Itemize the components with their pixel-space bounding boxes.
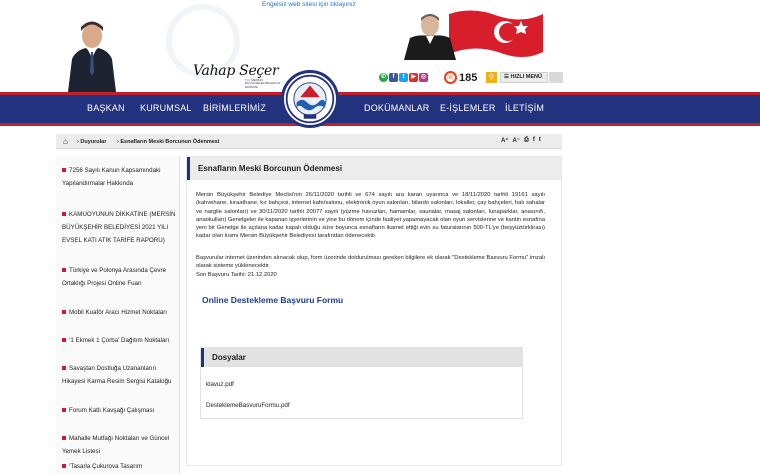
deadline-text: Son Başvuru Tarihi: 21.12.2020: [196, 271, 277, 278]
bullet-icon: [62, 212, 66, 216]
share-facebook-icon[interactable]: f: [532, 137, 535, 143]
ataturk-portrait: [400, 8, 458, 60]
breadcrumb-level-1-label: Duyurular: [80, 139, 107, 145]
font-decrease-icon[interactable]: A⁻: [512, 138, 520, 144]
sidebar-item-label: KAMUOYUNUN DİKKATİNE (MERSİN BÜYÜKŞEHİR BELEDİYESİ 2021 YILI EVSEL KATI ATIK TARİFE RAPORU): [62, 211, 176, 244]
bullet-icon: [62, 366, 66, 370]
bullet-icon: [62, 436, 66, 440]
phone-icon: ☏: [444, 71, 457, 84]
twitter-icon[interactable]: t: [399, 73, 408, 82]
sidebar-item[interactable]: [62, 460, 178, 473]
files-heading: Dosyalar: [201, 348, 522, 367]
nav-iletisim[interactable]: İLETİŞİM: [505, 103, 545, 113]
sidebar-item[interactable]: [62, 362, 178, 388]
social-links: [379, 73, 428, 82]
sidebar-item-label: ‘1 Ekmek 1 Çorba’ Dağıtım Noktaları: [69, 337, 170, 344]
signature-subtitle: T.C. MERSİN BÜYÜKŞEHİR BELEDİYE BAŞKANI: [245, 78, 281, 89]
nav-birimlerimiz[interactable]: BİRİMLERİMİZ: [203, 103, 266, 113]
mayor-signature: Vahap Seçer: [193, 63, 279, 79]
bullet-icon: [62, 338, 66, 342]
bullet-icon: [62, 168, 66, 172]
whatsapp-icon[interactable]: ✆: [380, 74, 387, 80]
files-box: [200, 347, 523, 419]
sidebar-item[interactable]: [62, 432, 178, 458]
instagram-icon[interactable]: ◎: [420, 74, 427, 80]
sidebar-item-label: ‘Tasarla Çukurova Tasarım: [69, 463, 143, 470]
nav-dokumanlar[interactable]: DOKÜMANLAR: [364, 103, 430, 113]
bullet-icon: [62, 310, 66, 314]
announcement-paragraph-1: Mersin Büyükşehir Belediye Meclisi'nin 26/11/2020 tarihli ve 674 sayılı ara kararı uyarınca ve 18/11/2020 tarihli 19161 sayılı (kahvehane, kıraathane, kır bahçesi, internet kafe/salonu, elektronik oyun salonları, bilardo salonları, lokaller, çay bahçeleri, halı sahalar ve nargile salonları) ve 30/11/2020 tarihli 20077 sayılı (yüzme havuzları, hamamlar, saunalar, masaj salonları, lunaparklar, anasınıfı, anaokulları) Genelgeler ile kapanan işyerlerinin ve yine bu dönem içinde faaliyet yapamayacak olan oyun servislerine ve kantin esnafına yeni bir Genelge ile açılana kadar kapalı olduğu süre boyunca esnafların ikamet ettiği evin su faturalarının 500-TL'ye (beşyüztürklirası) kadar olan kısmı Mersin Büyükşehir Belediyesi tarafından ödenecektir.: [196, 192, 545, 240]
bullet-icon: [62, 408, 66, 412]
sidebar-item[interactable]: [62, 306, 178, 319]
announcement-paragraph-2: Başvurular internet üzerinden alınacak olup, form üzerinde doldurulması gereken bilgilere ek olarak "Destekleme Basvuru Formu" imzalı olarak sisteme yüklenecektir.: [196, 255, 545, 270]
file-link-form[interactable]: DesteklemeBasvuruFormu.pdf: [206, 402, 290, 409]
hotline-number: 185: [459, 71, 478, 84]
online-form-link[interactable]: Online Destekleme Başvuru Formu: [202, 295, 344, 305]
breadcrumb-level-1[interactable]: › Duyurular: [77, 139, 107, 145]
page-tools: [501, 137, 541, 144]
sidebar-item-label: Forum Katlı Kavşağı Çalışması: [69, 407, 155, 414]
sidebar-item[interactable]: [62, 404, 178, 417]
file-link-klavuz[interactable]: klavuz.pdf: [206, 381, 234, 388]
sidebar-item-label: Türkiye ve Polonya Arasında Çevre Ortaklığı Projesi Online Fuarı: [62, 267, 166, 287]
bullet-icon: [62, 464, 66, 468]
home-icon[interactable]: ⌂: [63, 137, 68, 146]
share-twitter-icon[interactable]: t: [538, 137, 541, 143]
sidebar-item[interactable]: [62, 164, 178, 190]
nav-baskan[interactable]: BAŞKAN: [87, 103, 125, 113]
turkish-flag: [443, 6, 545, 62]
announcements-sidebar: [56, 156, 180, 474]
sidebar-item[interactable]: [62, 264, 178, 290]
facebook-icon[interactable]: f: [389, 73, 398, 82]
quick-menu-label: HIZLI MENÜ: [510, 74, 542, 80]
sidebar-item-label: Mahalle Mutfağı Noktaları ve Güncel Yemek Listesi: [62, 435, 170, 455]
page-title: Esnafların Meski Borcunun Ödenmesi: [187, 157, 561, 180]
call-center[interactable]: [444, 71, 477, 84]
breadcrumb: [56, 134, 562, 149]
search-icon[interactable]: ⚲: [486, 72, 497, 83]
breadcrumb-level-2: › Esnafların Meski Borcunun Ödenmesi: [117, 139, 220, 145]
quick-menu-button[interactable]: ☰ HIZLI MENÜ: [500, 72, 548, 83]
nav-e-islemler[interactable]: E-İŞLEMLER: [440, 103, 496, 113]
sidebar-item[interactable]: [62, 208, 178, 247]
bullet-icon: [62, 268, 66, 272]
main-navigation: [0, 92, 760, 123]
sidebar-item-label: Savaştan Dostluğa Uzananların Hikayesi Karma Resim Sergisi Kataloğu: [62, 365, 172, 385]
breadcrumb-level-2-label: Esnafların Meski Borcunun Ödenmesi: [120, 139, 220, 145]
announcement-panel: [186, 156, 562, 466]
content-area: [56, 134, 562, 474]
print-icon[interactable]: ⎙: [524, 137, 529, 143]
sidebar-item[interactable]: [62, 334, 178, 347]
announcement-paragraph-2-block: [196, 254, 545, 279]
right-margin: [565, 126, 760, 474]
mayor-portrait: [66, 14, 118, 92]
youtube-icon[interactable]: ▶: [409, 73, 418, 82]
municipality-logo[interactable]: [281, 70, 339, 128]
sidebar-item-label: 7256 Sayılı Kanun Kapsamındaki Yapılandırmalar Hakkında: [62, 167, 161, 187]
font-increase-icon[interactable]: A⁺: [501, 138, 509, 144]
accessibility-link[interactable]: Engelsiz web sitesi için tıklayınız: [262, 1, 356, 8]
sidebar-item-label: Mobil Kuaför Aracı Hizmet Noktaları: [69, 309, 168, 316]
quick-menu-extra[interactable]: [549, 72, 563, 83]
site-header: [0, 0, 760, 92]
nav-kurumsal[interactable]: KURUMSAL: [140, 103, 192, 113]
